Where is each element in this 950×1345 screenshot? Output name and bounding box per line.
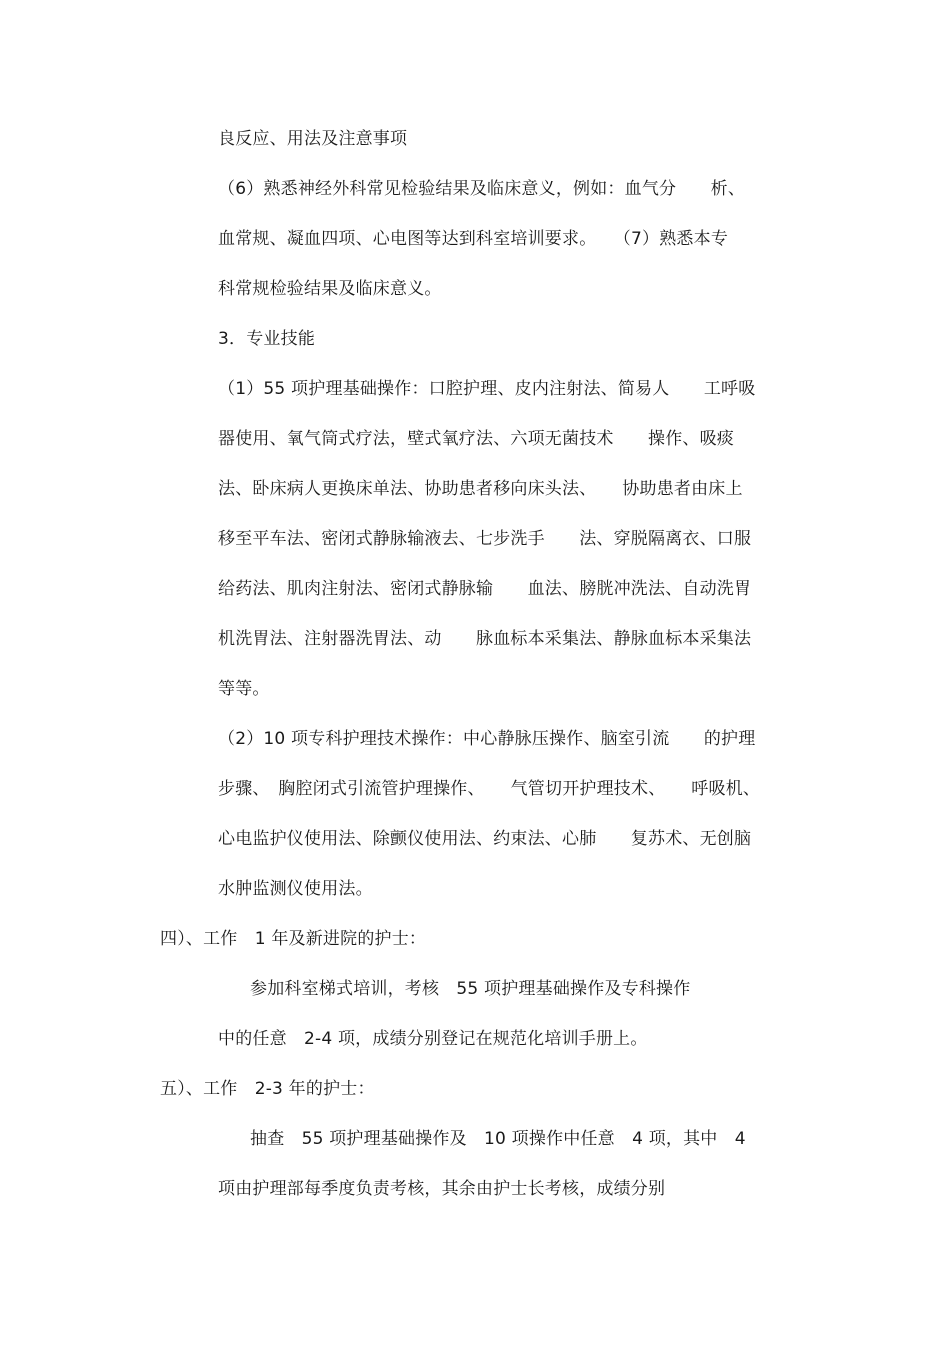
section-heading-year-1-nurses: 四）、工作 1 年及新进院的护士： [160, 929, 427, 949]
text-line-8: 法、卧床病人更换床单法、协助患者移向床头法、 协助患者由床上 [218, 479, 743, 499]
text-line-12: 等等。 [218, 679, 270, 699]
section-heading-year-2-3-nurses: 五）、工作 2-3 年的护士： [160, 1079, 375, 1099]
text-line-7: 器使用、氧气筒式疗法，壁式氧疗法、六项无菌技术 操作、吸痰 [218, 429, 734, 449]
text-line-19: 中的任意 2-4 项，成绩分别登记在规范化培训手册上。 [218, 1029, 648, 1049]
text-line-18: 参加科室梯式培训，考核 55 项护理基础操作及专科操作 [250, 979, 691, 999]
text-line-21: 抽查 55 项护理基础操作及 10 项操作中任意 4 项，其中 4 [250, 1129, 746, 1149]
text-line-14: 步骤、 胸腔闭式引流管护理操作、 气管切开护理技术、 呼吸机、 [218, 779, 761, 799]
text-line-9: 移至平车法、密闭式静脉输液去、七步洗手 法、穿脱隔离衣、口服 [218, 529, 752, 549]
text-line-4: 科常规检验结果及临床意义。 [218, 279, 442, 299]
text-line-1: 良反应、用法及注意事项 [218, 129, 408, 149]
text-line-10: 给药法、肌肉注射法、密闭式静脉输 血法、膀胱冲洗法、自动洗胃 [218, 579, 752, 599]
text-line-11: 机洗胃法、注射器洗胃法、动 脉血标本采集法、静脉血标本采集法 [218, 629, 752, 649]
text-line-3: 血常规、凝血四项、心电图等达到科室培训要求。 （7）熟悉本专 [218, 229, 729, 249]
section-heading-professional-skills: 3．专业技能 [218, 329, 316, 349]
text-line-16: 水肿监测仪使用法。 [218, 879, 373, 899]
text-line-15: 心电监护仪使用法、除颤仪使用法、约束法、心肺 复苏术、无创脑 [218, 829, 752, 849]
text-line-6: （1）55 项护理基础操作：口腔护理、皮内注射法、简易人 工呼吸 [218, 379, 756, 399]
text-line-22: 项由护理部每季度负责考核，其余由护士长考核，成绩分别 [218, 1179, 666, 1199]
text-line-2: （6）熟悉神经外科常见检验结果及临床意义，例如：血气分 析、 [218, 179, 746, 199]
text-line-13: （2）10 项专科护理技术操作：中心静脉压操作、脑室引流 的护理 [218, 729, 756, 749]
